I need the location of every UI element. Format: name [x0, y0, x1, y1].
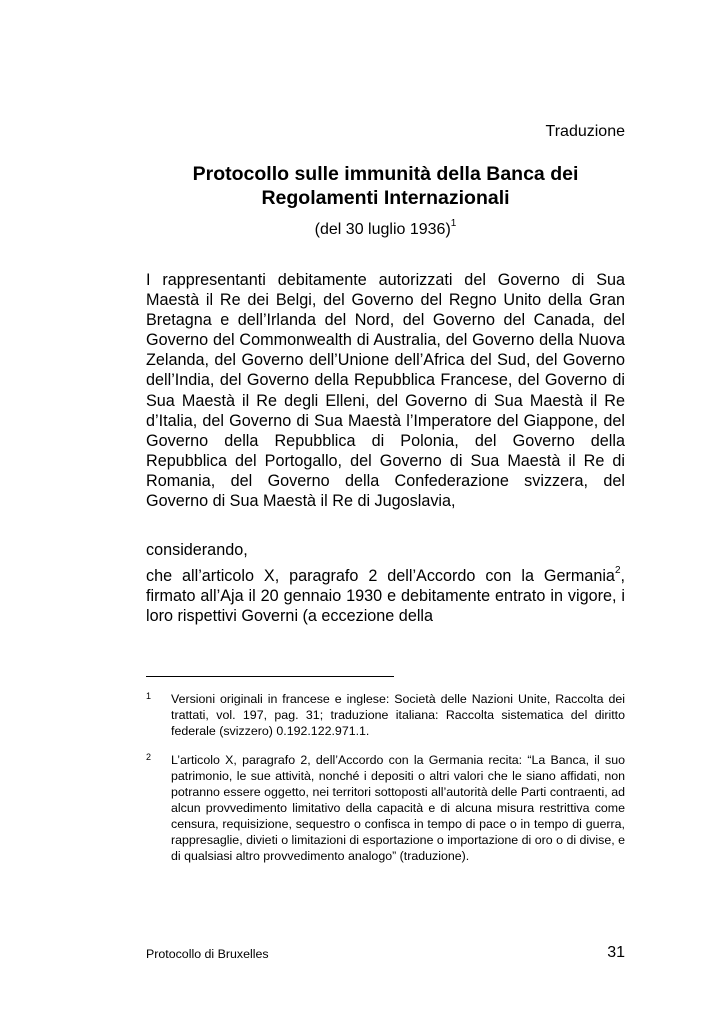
paragraph-considering: considerando, — [146, 541, 248, 559]
footnote-divider — [146, 676, 394, 677]
document-title — [146, 162, 625, 210]
footnote-text: Versioni originali in francese e inglese: Società delle Nazioni Unite, Raccolta dei trattati, vol. 197, pag. 31; traduzione italiana: Raccolta sistematica del diritto federale (svizzero) 0.192.122.971.1. — [171, 692, 625, 738]
paragraph-signatories: I rappresentanti debitamente autorizzati del Governo di Sua Maestà il Re dei Belgi, del Governo del Regno Unito della Gran Bretagna e dell’Irlanda del Nord, del Governo del Canada, del Governo del Commonwealth di Australia, del Governo della Nuova Zelanda, del Governo dell’Unione dell’Africa del Sud, del Governo dell’India, del Governo della Repubblica Francese, del Governo di Sua Maestà il Re degli Elleni, del Governo di Sua Maestà il Re d’Italia, del Governo di Sua Maestà l’Imperatore del Giappone, del Governo della Repubblica di Polonia, del Governo della Repubblica del Portogallo, del Governo di Sua Maestà il Re di Romania, del Governo della Confederazione svizzera, del Governo di Sua Maestà il Re di Jugoslavia, — [146, 271, 625, 511]
footnote-ref-1[interactable]: 1 — [450, 217, 457, 229]
page-number: 31 — [607, 944, 625, 961]
footnote-1 — [146, 691, 625, 739]
footnote-number: 1 — [146, 691, 152, 701]
title-line-1: Protocollo sulle immunità della Banca dei — [192, 163, 579, 185]
paragraph-article-x-part-b: , firmato all’Aja il 20 gennaio 1930 e debitamente entrato in vigore, i loro rispettivi Governi (a eccezione della — [146, 567, 625, 626]
translation-label: Traduzione — [545, 123, 625, 140]
footnote-ref-2[interactable]: 2 — [614, 564, 621, 576]
footnote-number: 2 — [146, 752, 152, 762]
paragraph-article-x — [146, 566, 625, 626]
date-text: (del 30 luglio 1936) — [314, 221, 451, 238]
paragraph-article-x-part-a: che all’articolo X, paragrafo 2 dell’Accordo con la Germania — [146, 567, 615, 585]
document-date — [146, 217, 625, 240]
footnote-text: L’articolo X, paragrafo 2, dell’Accordo con la Germania recita: “La Banca, il suo patrimonio, le sue attività, nonché i depositi o altri valori che le siano affidati, non potranno essere oggetto, nei territori sottoposti all’autorità delle Parti contraenti, ad alcun provvedimento limitativo della capacità e di alcuna misura restrittiva come censura, requisizione, sequestro o confisca in tempo di pace o in tempo di guerra, rappresaglie, divieti o limitazioni di esportazione o importazione di oro o di divise, e di qualsiasi altro provvedimento analogo” (traduzione). — [171, 753, 625, 863]
footer-title: Protocollo di Bruxelles — [146, 947, 269, 961]
footnote-2 — [146, 752, 625, 864]
title-line-2: Regolamenti Internazionali — [261, 187, 510, 209]
